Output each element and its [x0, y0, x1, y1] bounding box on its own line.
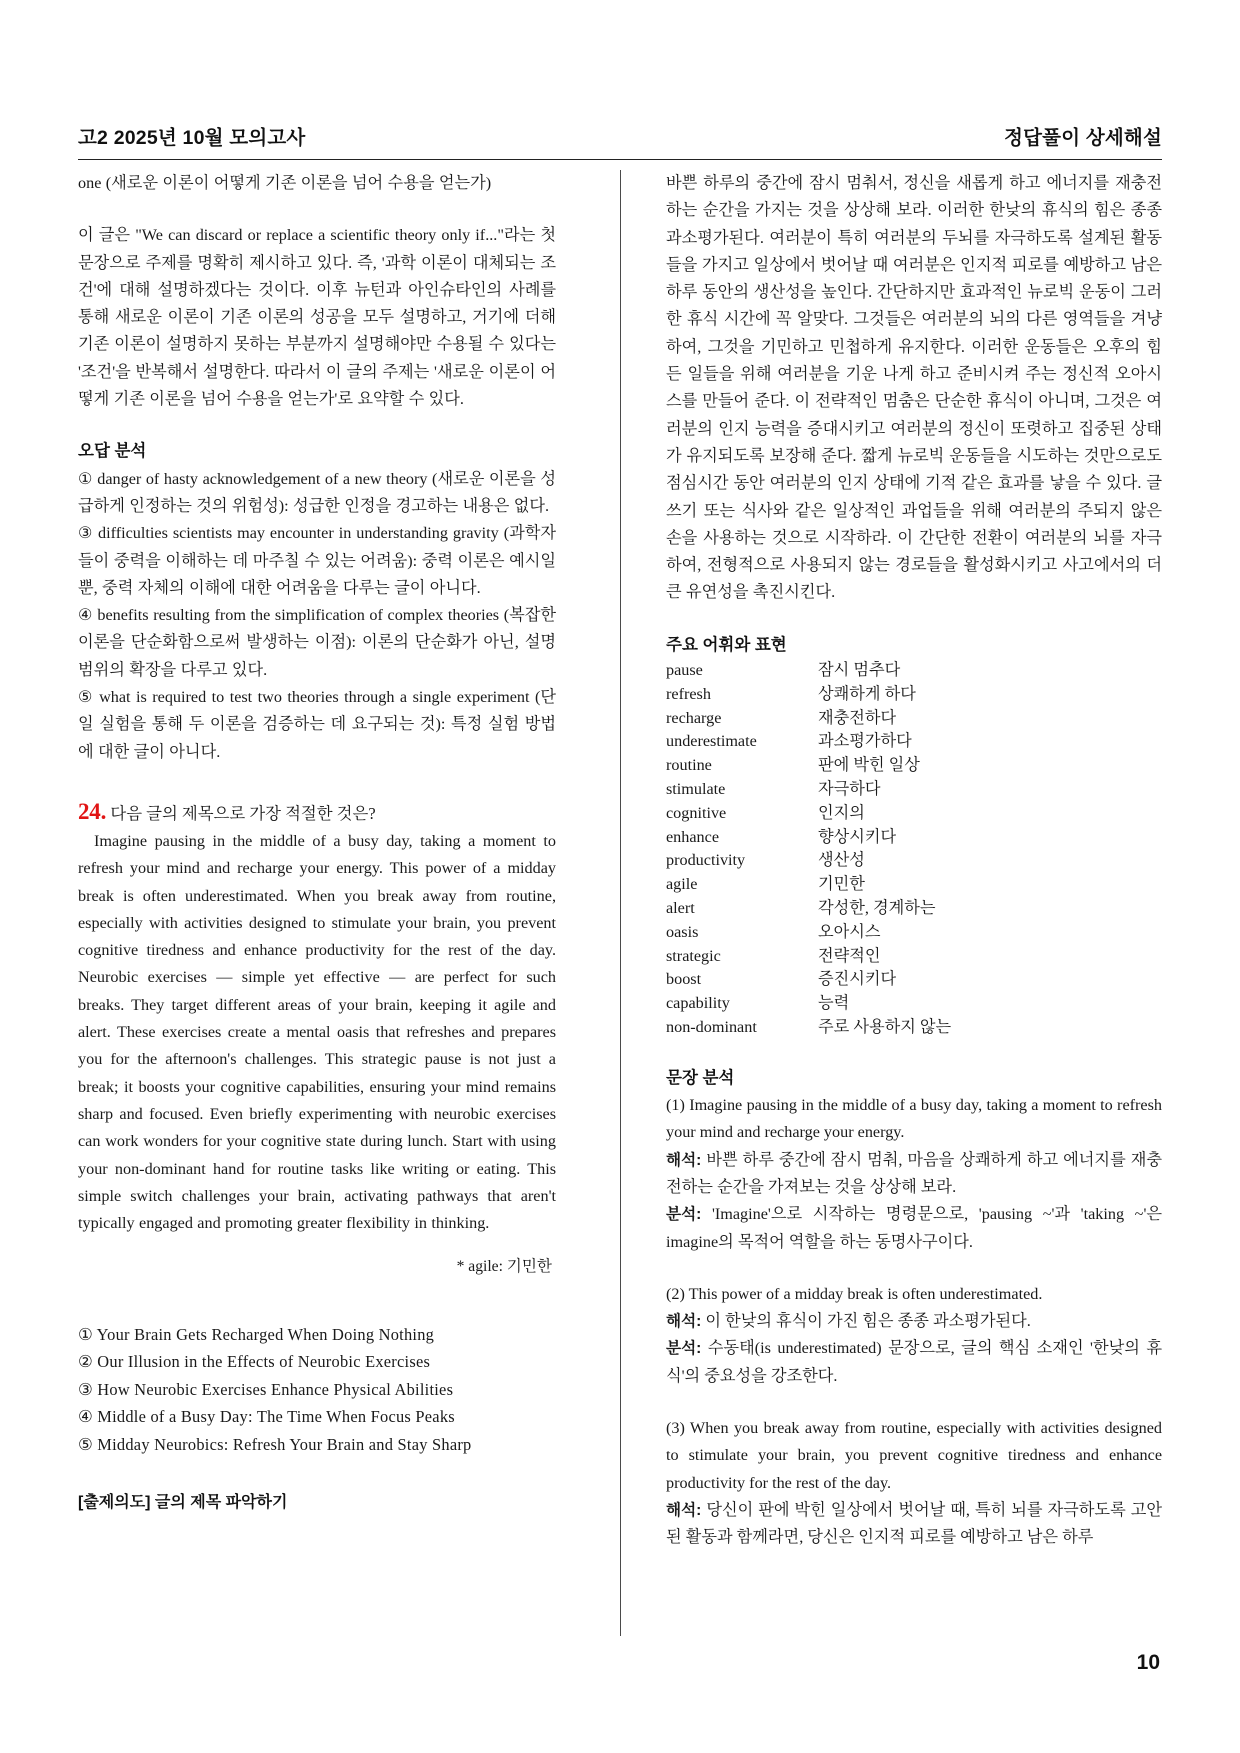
vocab-meaning: 과소평가하다 [818, 732, 912, 751]
table-row [666, 778, 1162, 802]
vocab-term: stimulate [666, 780, 726, 799]
translation-text: 당신이 판에 박힌 일상에서 벗어날 때, 특히 뇌를 자극하도록 고안된 활동과 함께라면, 당신은 인지적 피로를 예방하고 남은 하루 [666, 1500, 1162, 1547]
wrong-analysis-heading: 오답 분석 [78, 442, 147, 461]
sentence-analysis-translation [666, 1147, 1162, 1202]
right-column [666, 170, 1162, 1640]
spacer [78, 766, 556, 798]
vocab-meaning: 오아시스 [818, 922, 881, 941]
vocab-meaning: 각성한, 경계하는 [818, 899, 936, 918]
vocab-term: recharge [666, 708, 722, 727]
vocab-term: refresh [666, 684, 711, 703]
spacer [666, 1390, 1162, 1415]
wrong-answer-item: ④ benefits resulting from the simplification of complex theories (복잡한 이론을 단순화함으로써 발생하는 이점): 이론의 단순화가 아닌, 설명 범위의 확장을 다루고 있다. [78, 606, 556, 679]
column-divider-rule [620, 170, 621, 1636]
spacer [78, 413, 556, 438]
table-row [666, 659, 1162, 683]
sentence-analysis-note [666, 1201, 1162, 1256]
page-header [78, 122, 1162, 160]
answer-choice[interactable]: ⑤ Midday Neurobics: Refresh Your Brain and Stay Sharp [78, 1434, 472, 1454]
vocab-term: agile [666, 875, 698, 894]
vocab-meaning: 재충전하다 [818, 708, 897, 727]
table-row [666, 802, 1162, 826]
vocab-term: pause [666, 661, 703, 680]
vocab-term: routine [666, 756, 712, 775]
vocab-meaning: 자극하다 [818, 780, 881, 799]
vocab-term: capability [666, 994, 730, 1013]
table-row [666, 873, 1162, 897]
table-row [666, 826, 1162, 850]
vocab-term: productivity [666, 851, 746, 870]
table-row [666, 683, 1162, 707]
vocab-meaning: 잠시 멈추다 [818, 661, 901, 680]
left-column [78, 170, 574, 1640]
table-row [666, 968, 1162, 992]
analysis-text: 'Imagine'으로 시작하는 명령문으로, 'pausing ~'과 'taking ~'은 imagine의 목적어 역할을 하는 동명사구이다. [666, 1205, 1162, 1251]
vocabulary-table [666, 659, 1162, 1040]
table-row [666, 921, 1162, 945]
answer-explanation-paragraph: 이 글은 "We can discard or replace a scientific theory only if..."라는 첫 문장으로 주제를 명확히 제시하고 있다. 즉, '과학 이론이 대체되는 조건'에 대해 설명하겠다는 것이다. 이후 뉴턴과 아인슈타인의 사례를 통해 새로운 이론이 기존 이론의 성공을 모두 설명하고, 거기에 더해 기존 이론이 설명하지 못하는 부분까지 설명해야만 수용될 수 있다는 '조건'을 반복해서 설명한다. 따라서 이 글의 주제는 '새로운 이론이 어떻게 기존 이론을 넘어 수용을 얻는가'로 요약할 수 있다. [78, 226, 556, 409]
passage-footnote: * agile: 기민한 [456, 1257, 552, 1275]
analysis-label: 분석: [666, 1206, 702, 1224]
vocab-meaning: 주로 사용하지 않는 [818, 1018, 952, 1036]
table-row [666, 945, 1162, 969]
vocab-meaning: 인지의 [818, 803, 865, 822]
vocab-term: strategic [666, 946, 721, 965]
answer-choice[interactable]: ④ Middle of a Busy Day: The Time When Focus Peaks [78, 1407, 455, 1427]
vocab-term: oasis [666, 922, 699, 941]
sentence-analysis-english: (2) This power of a midday break is often underestimated. [666, 1284, 1043, 1303]
sentence-analysis-note [666, 1335, 1162, 1390]
vocab-term: boost [666, 970, 702, 989]
sentence-analysis-translation [666, 1497, 1162, 1552]
translation-label: 해석: [666, 1501, 702, 1519]
translation-text: 이 한낮의 휴식이 가진 힘은 종종 과소평가된다. [701, 1312, 1031, 1331]
header-exam-title: 고2 2025년 10월 모의고사 [78, 127, 306, 149]
sentence-analysis-item [666, 1281, 1162, 1390]
wrong-answer-item: ③ difficulties scientists may encounter in understanding gravity (과학자들이 중력을 이해하는 데 마주칠 수 있는 어려움): 중력 이론은 예시일 뿐, 중력 자체의 이해에 대한 어려움을 다루는 글이 아니다. [78, 524, 556, 597]
translation-label: 해석: [666, 1151, 702, 1169]
vocab-term: non-dominant [666, 1018, 757, 1036]
spacer [666, 1040, 1162, 1065]
vocabulary-heading: 주요 어휘와 표현 [666, 635, 787, 654]
vocab-meaning: 상쾌하게 하다 [818, 684, 916, 703]
wrong-answer-item: ① danger of hasty acknowledgement of a new theory (새로운 이론을 성급하게 인정하는 것의 위험성): 성급한 인정을 경고하는 내용은 없다. [78, 469, 556, 515]
spacer [666, 607, 1162, 632]
table-row [666, 754, 1162, 778]
answer-choice-list [78, 1321, 556, 1459]
question-passage: Imagine pausing in the middle of a busy day, taking a moment to refresh your mind and recharge your energy. This power of a midday break is often underestimated. When you break away from routine, especially with activities designed to stimulate your brain, you prevent cognitive tiredness and enhance productivity for the rest of the day. Neurobic exercises — simple yet effective — are perfect for such breaks. They target different areas of your brain, keeping it agile and alert. These exercises create a mental oasis that refreshes and prepares you for the afternoon's challenges. This strategic pause is not just a break; it boosts your cognitive capabilities, ensuring your mind remains sharp and focused. Even briefly experimenting with neurobic exercises can work wonders for your cognitive state during lunch. Start with using your non-dominant hand for routine tasks like writing or eating. This simple switch challenges your brain, activating pathways that aren't typically engaged and promoting greater flexibility in thinking. [78, 831, 556, 1233]
two-column-body [78, 170, 1162, 1640]
vocab-meaning: 향상시키다 [818, 827, 897, 846]
column-divider [574, 170, 666, 1640]
answer-choice[interactable]: ① Your Brain Gets Recharged When Doing Nothing [78, 1324, 435, 1344]
question-number: 24. [78, 798, 107, 824]
vocab-term: cognitive [666, 803, 727, 822]
spacer [666, 1256, 1162, 1281]
table-row [666, 992, 1162, 1016]
sentence-analysis-item [666, 1092, 1162, 1256]
answer-choice[interactable]: ③ How Neurobic Exercises Enhance Physical Abilities [78, 1379, 454, 1399]
analysis-label: 분석: [666, 1340, 702, 1358]
vocab-meaning: 판에 박힌 일상 [818, 756, 920, 775]
question-intent-label: [출제의도] 글의 제목 파악하기 [78, 1494, 288, 1512]
table-row [666, 730, 1162, 754]
spacer [78, 197, 556, 222]
table-row [666, 897, 1162, 921]
analysis-text: 수동태(is underestimated) 문장으로, 글의 핵심 소재인 '한낮의 휴식'의 중요성을 강조한다. [666, 1339, 1162, 1385]
vocab-meaning: 생산성 [818, 851, 865, 870]
vocab-meaning: 능력 [818, 994, 850, 1013]
sentence-analysis-english: (3) When you break away from routine, especially with activities designed to stimulate your brain, you prevent cognitive tiredness and enhance productivity for the rest of the day. [666, 1419, 1162, 1492]
vocab-meaning: 기민한 [818, 875, 865, 894]
sentence-analysis-item [666, 1415, 1162, 1551]
vocab-term: underestimate [666, 732, 757, 751]
wrong-answer-item: ⑤ what is required to test two theories through a single experiment (단일 실험을 통해 두 이론을 검증하는 데 요구되는 것): 특정 실험 방법에 대한 글이 아니다. [78, 688, 556, 761]
answer-choice[interactable]: ② Our Illusion in the Effects of Neurobic Exercises [78, 1352, 431, 1372]
vocab-term: alert [666, 899, 695, 918]
sentence-analysis-heading: 문장 분석 [666, 1068, 735, 1087]
question-prompt: 다음 글의 제목으로 가장 적절한 것은? [110, 803, 376, 823]
translation-label: 해석: [666, 1313, 702, 1331]
translation-text: 바쁜 하루 중간에 잠시 멈춰, 마음을 상쾌하게 하고 에너지를 재충전하는 순간을 가져보는 것을 상상해 보라. [666, 1150, 1162, 1196]
passage-translation: 바쁜 하루의 중간에 잠시 멈춰서, 정신을 새롭게 하고 에너지를 재충전하는 순간을 가지는 것을 상상해 보라. 이러한 한낮의 휴식의 힘은 종종 과소평가된다. 여러분이 특히 여러분의 두뇌를 자극하도록 설계된 활동들을 가지고 일상에서 벗어날 때 여러분은 인지적 피로를 예방하고 남은 하루 동안의 생산성을 높인다. 간단하지만 효과적인 뉴로빅 운동이 그러한 휴식 시간에 꼭 알맞다. 그것들은 여러분의 뇌의 다른 영역들을 겨냥하여, 그것을 기민하고 민첩하게 유지한다. 이러한 운동들은 오후의 힘든 일들을 위해 여러분을 기운 나게 하고 준비시켜 주는 정신적 오아시스를 만들어 준다. 이 전략적인 멈춤은 단순한 휴식이 아니며, 그것은 여러분의 인지 능력을 증대시키고 여러분의 정신이 또렷하고 집중된 상태가 유지되도록 보장해 준다. 짧게 뉴로빅 운동들을 시도하는 것만으로도 점심시간 동안 여러분의 인지 상태에 기적 같은 효과를 낳을 수 있다. 글쓰기 또는 식사와 같은 일상적인 과업들을 위해 여러분의 주되지 않은 손을 사용하는 것으로 시작하라. 이 간단한 전환이 여러분의 뇌를 자극하여, 전형적으로 사용되지 않는 경로들을 활성화시키고 사고에서의 더 큰 유연성을 촉진시킨다. [666, 174, 1162, 602]
table-row [666, 849, 1162, 873]
question-heading [78, 798, 556, 828]
table-row [666, 1016, 1162, 1040]
spacer [78, 1458, 556, 1490]
continued-answer-line: one (새로운 이론이 어떻게 기존 이론을 넘어 수용을 얻는가) [78, 174, 492, 192]
page-number: 10 [1136, 1651, 1160, 1674]
table-row [666, 707, 1162, 731]
vocab-term: enhance [666, 827, 720, 846]
sentence-analysis-translation [666, 1308, 1162, 1335]
spacer [78, 1296, 556, 1321]
header-section-title: 정답풀이 상세해설 [1004, 127, 1162, 149]
vocab-meaning: 증진시키다 [818, 970, 897, 989]
vocab-meaning: 전략적인 [818, 946, 881, 965]
sentence-analysis-english: (1) Imagine pausing in the middle of a busy day, taking a moment to refresh your mind and recharge your energy. [666, 1096, 1162, 1142]
